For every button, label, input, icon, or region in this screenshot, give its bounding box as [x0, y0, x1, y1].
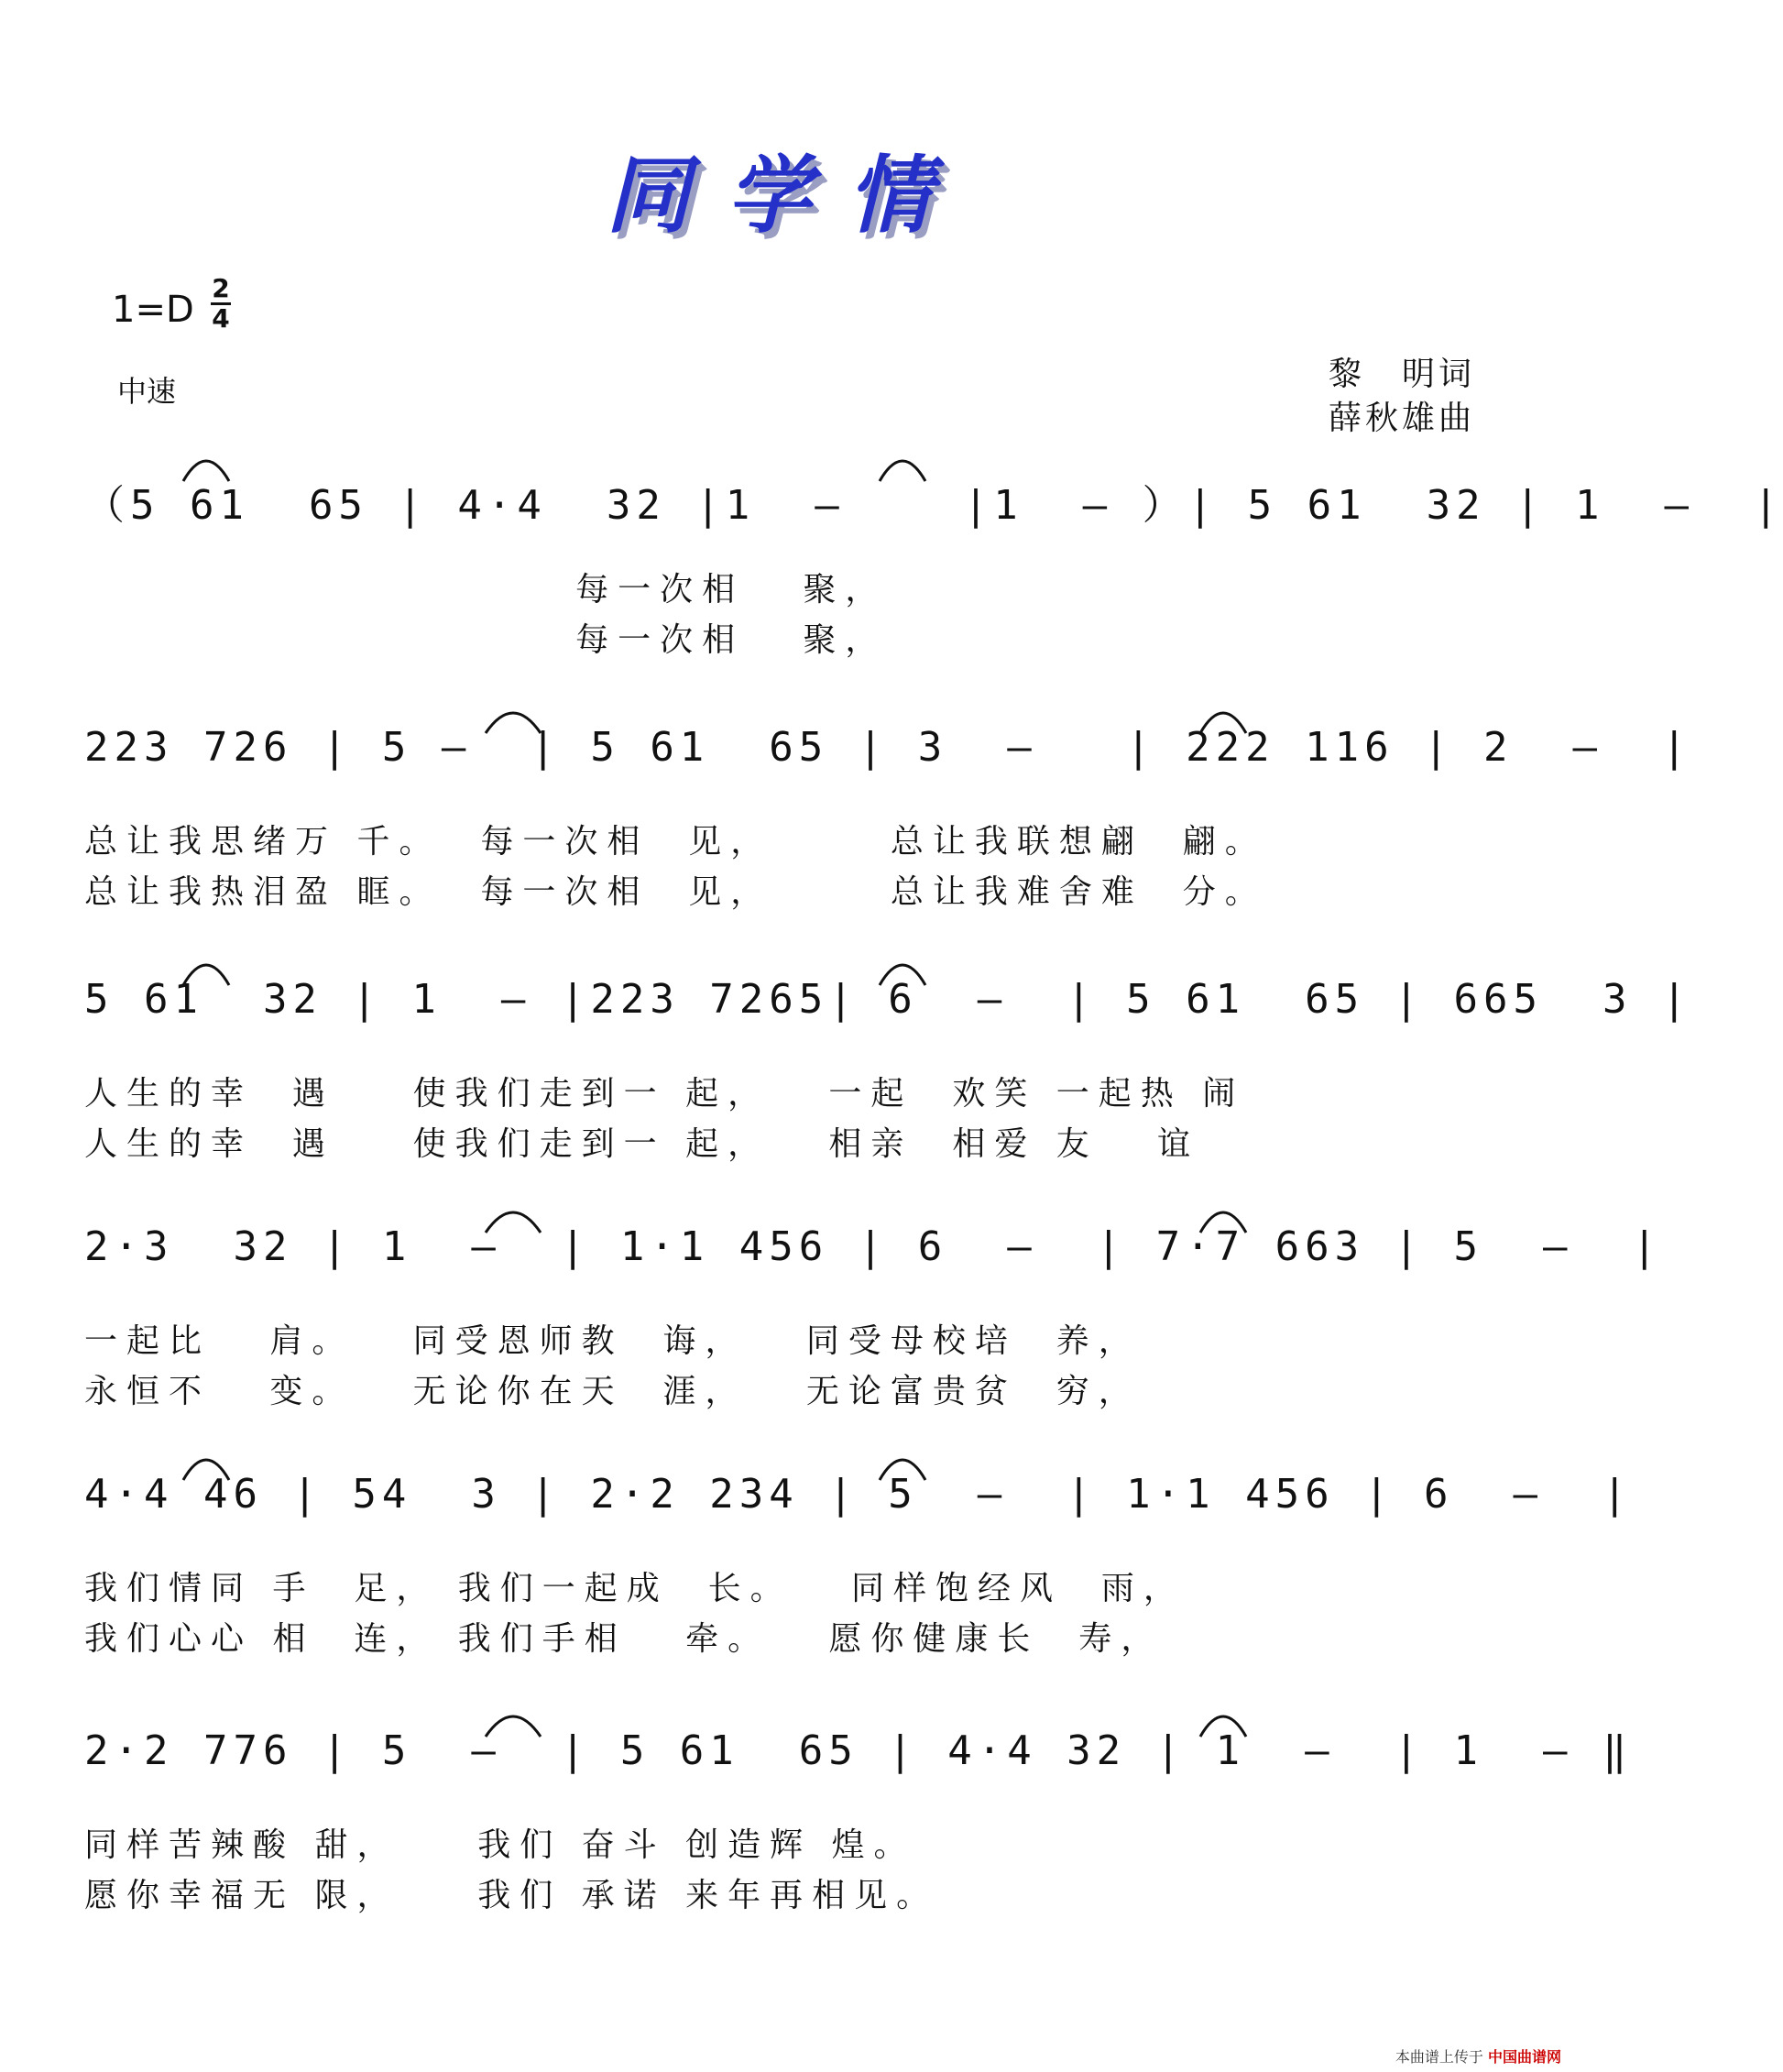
lyrics-verse-2: 人生的幸 遇 使我们走到一 起， 相亲 相爱 友 谊 — [84, 1125, 1200, 1163]
slur-arc — [1200, 1716, 1246, 1737]
notation-line: 4·4 46 | 54 3 | 2·2 234 | 5 — | 1·1 456 | 6 — | — [84, 1471, 1633, 1518]
slur-arc — [880, 1460, 925, 1480]
notation-line: 2·3 32 | 1 — | 1·1 456 | 6 — | 7·7 663 | 5 — | — [84, 1223, 1662, 1270]
slur-arc — [1200, 713, 1246, 733]
slur-arc — [486, 1212, 541, 1233]
slur-marks — [0, 1185, 1574, 1240]
slur-arc — [486, 713, 541, 733]
notation-line: 5 61 32 | 1 — |223 7265| 6 — | 5 61 65 | 665 3 | — [84, 976, 1692, 1023]
lyrics-verse-2: 愿你幸福无 限， 我们 承诺 来年再相见。 — [84, 1877, 939, 1914]
slur-arc — [880, 461, 925, 481]
score-row — [0, 1223, 1662, 1443]
score-row — [0, 1471, 1633, 1691]
lyrics-verse-1: 我们情同 手 足， 我们一起成 长。 同样饱经风 雨， — [84, 1570, 1186, 1607]
slur-arc — [486, 1716, 541, 1737]
slur-marks — [0, 1689, 1574, 1744]
lyrics-verse-1: 人生的幸 遇 使我们走到一 起， 一起 欢笑 一起热 闹 — [84, 1075, 1245, 1113]
lyrics-verse-2: 永恒不 变。 无论你在天 涯， 无论富贵贫 穷， — [84, 1373, 1141, 1410]
song-title: 同学情 — [605, 146, 968, 245]
time-signature — [209, 275, 233, 333]
tempo-marking: 中速 — [117, 374, 177, 409]
slur-marks — [0, 1432, 1574, 1487]
lyricist-credit: 黎 明词 — [1328, 356, 1475, 393]
composer-credit: 薛秋雄曲 — [1328, 400, 1475, 437]
footer-text: 本曲谱上传于 — [1395, 2048, 1483, 2066]
slur-marks — [0, 685, 1574, 740]
notation-line: （5 61 65 | 4·4 32 |1 — |1 — ）| 5 61 32 | 1 — | — [84, 482, 1783, 529]
time-signature-bottom: 4 — [212, 303, 230, 334]
slur-arc — [880, 965, 925, 985]
footer-credit — [1395, 2045, 1561, 2067]
slur-arc — [183, 1460, 229, 1480]
lyrics-verse-1: 一起比 肩。 同受恩师教 诲， 同受母校培 养， — [84, 1322, 1141, 1360]
slur-marks — [0, 433, 1574, 488]
score-row — [0, 724, 1692, 944]
score-row — [0, 1727, 1633, 1947]
key-signature: 1=D — [112, 289, 194, 331]
time-signature-top: 2 — [212, 273, 230, 303]
score-row — [0, 976, 1692, 1196]
score-row — [0, 472, 1783, 692]
lyrics-verse-1: 每一次相 聚， — [84, 571, 888, 608]
lyrics-verse-2: 每一次相 聚， — [84, 621, 888, 659]
slur-marks — [0, 937, 1574, 992]
notation-line: 2·2 776 | 5 — | 5 61 65 | 4·4 32 | 1 — | 1 — ‖ — [84, 1727, 1633, 1774]
slur-arc — [183, 461, 229, 481]
lyrics-verse-2: 我们心心 相 连， 我们手相 牵。 愿你健康长 寿， — [84, 1620, 1164, 1658]
lyrics-verse-2: 总让我热泪盈 眶。 每一次相 见， 总让我难舍难 分。 — [84, 873, 1267, 911]
footer-brand: 中国曲谱网 — [1487, 2048, 1561, 2066]
slur-arc — [183, 965, 229, 985]
lyrics-verse-1: 总让我思绪万 千。 每一次相 见， 总让我联想翩 翩。 — [84, 823, 1267, 861]
notation-line: 223 726 | 5 — | 5 61 65 | 3 — | 222 116 | 2 — | — [84, 724, 1692, 771]
slur-arc — [1200, 1212, 1246, 1233]
lyrics-verse-1: 同样苦辣酸 甜， 我们 奋斗 创造辉 煌。 — [84, 1826, 916, 1864]
